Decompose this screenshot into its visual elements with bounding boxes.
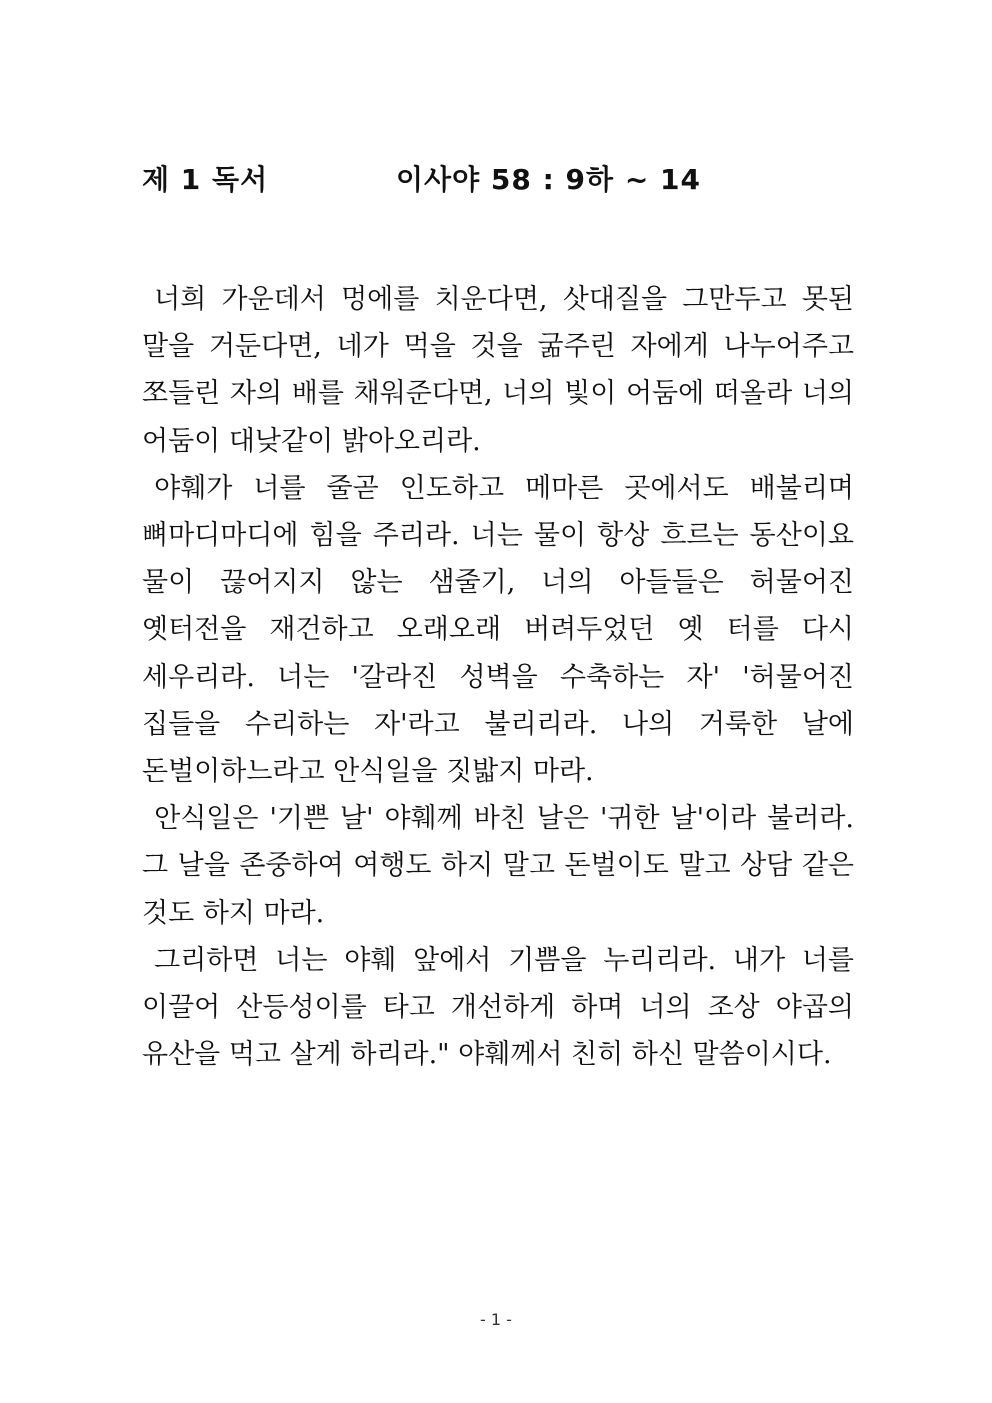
reading-label: 제 1 독서 bbox=[142, 163, 269, 196]
paragraph: 그리하면 너는 야훼 앞에서 기쁨을 누리리라. 내가 너를 이끌어 산등성이를 타고 개선하게 하며 너의 조상 야곱의 유산을 먹고 살게 하리라." 야훼께서 친히 하신 말씀이시다. bbox=[142, 944, 854, 1071]
reading-body bbox=[142, 276, 854, 1078]
paragraph: 야훼가 너를 줄곧 인도하고 메마른 곳에서도 배불리며 뼈마디마디에 힘을 주리라. 너는 물이 항상 흐르는 동산이요 물이 끊어지지 않는 샘줄기, 너의 아들들은 허물어진 옛터전을 재건하고 오래오래 버려두었던 옛 터를 다시 세우리라. 너는 '갈라진 성벽을 수축하는 자' '허물어진 집들을 수리하는 자'라고 불리리라. 나의 거룩한 날에 돈벌이하느라고 안식일을 짓밟지 마라. bbox=[142, 472, 854, 788]
paragraph: 너희 가운데서 멍에를 치운다면, 삿대질을 그만두고 못된 말을 거둔다면, 네가 먹을 것을 굶주린 자에게 나누어주고 쪼들린 자의 배를 채워준다면, 너의 빛이 어둠에 떠올라 너의 어둠이 대낮같이 밝아오리라. bbox=[142, 284, 854, 457]
reading-reference: 이사야 58 : 9하 ~ 14 bbox=[396, 163, 702, 196]
page-number: - 1 - bbox=[480, 1310, 512, 1329]
paragraph: 안식일은 '기쁜 날' 야훼께 바친 날은 '귀한 날'이라 불러라. 그 날을 존중하여 여행도 하지 말고 돈벌이도 말고 상담 같은 것도 하지 마라. bbox=[142, 803, 854, 929]
reading-heading bbox=[142, 158, 862, 202]
